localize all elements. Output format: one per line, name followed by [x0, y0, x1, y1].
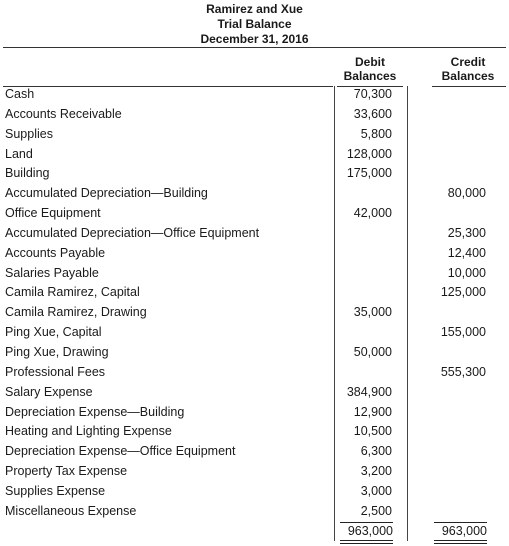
- table-row: [0, 224, 509, 244]
- table-row: [0, 383, 509, 403]
- table-row: [0, 244, 509, 264]
- debit-total-double-rule: [340, 540, 393, 544]
- table-row: [0, 283, 509, 303]
- table-row: [0, 422, 509, 442]
- table-row: [0, 323, 509, 343]
- debit-amount: 10,500: [353, 424, 392, 439]
- account-name: Depreciation Expense—Building: [5, 404, 185, 419]
- debit-header-line2: Balances: [343, 69, 397, 83]
- table-row: [0, 164, 509, 184]
- account-name: Cash: [5, 87, 35, 101]
- debit-total: 963,000: [347, 524, 393, 538]
- account-name: Building: [5, 166, 50, 181]
- statement-date: December 31, 2016: [200, 32, 309, 46]
- credit-total: 963,000: [441, 524, 487, 538]
- account-name: Accounts Receivable: [5, 106, 122, 121]
- credit-amount: 155,000: [440, 325, 486, 340]
- account-name: Supplies Expense: [5, 483, 106, 498]
- credit-column-header: [428, 55, 508, 83]
- account-name: Supplies: [5, 126, 53, 141]
- credit-amount: 555,300: [440, 364, 486, 379]
- table-row: [0, 204, 509, 224]
- debit-amount: 175,000: [346, 166, 392, 181]
- table-row: [0, 145, 509, 165]
- debit-amount: 128,000: [346, 146, 392, 161]
- table-row: [0, 502, 509, 522]
- account-rows: [0, 85, 509, 522]
- account-name: Camila Ramirez, Drawing: [5, 305, 147, 320]
- table-row: [0, 125, 509, 145]
- table-row: [0, 184, 509, 204]
- debit-amount: 2,500: [360, 503, 392, 518]
- debit-amount: 5,800: [360, 126, 392, 141]
- table-row: [0, 403, 509, 423]
- debit-amount: 3,200: [360, 464, 392, 479]
- debit-header-line1: Debit: [355, 55, 385, 69]
- table-row: [0, 303, 509, 323]
- table-row: [0, 343, 509, 363]
- debit-amount: 6,300: [360, 444, 392, 459]
- credit-header-line1: Credit: [450, 55, 486, 69]
- debit-amount: 70,300: [353, 87, 392, 101]
- account-name: Heating and Lighting Expense: [5, 424, 172, 439]
- table-row: [0, 442, 509, 462]
- company-name: Ramirez and Xue: [206, 2, 303, 16]
- credit-amount: 10,000: [447, 265, 486, 280]
- debit-amount: 3,000: [360, 483, 392, 498]
- credit-amount: 25,300: [447, 225, 486, 240]
- credit-amount: 125,000: [440, 285, 486, 300]
- debit-amount: 50,000: [353, 344, 392, 359]
- account-name: Salaries Payable: [5, 265, 99, 280]
- table-row: [0, 363, 509, 383]
- header-divider: [3, 47, 506, 48]
- table-row: [0, 462, 509, 482]
- credit-total-double-rule: [434, 540, 487, 544]
- account-name: Property Tax Expense: [5, 464, 128, 479]
- credit-header-line2: Balances: [441, 69, 495, 83]
- table-row: [0, 85, 509, 105]
- account-name: Ping Xue, Capital: [5, 325, 102, 340]
- debit-amount: 42,000: [353, 206, 392, 221]
- account-name: Accumulated Depreciation—Building: [5, 186, 208, 201]
- statement-title: Trial Balance: [217, 17, 292, 31]
- table-row: [0, 264, 509, 284]
- account-name: Professional Fees: [5, 364, 106, 379]
- table-row: [0, 482, 509, 502]
- account-name: Office Equipment: [5, 206, 101, 221]
- account-name: Land: [5, 146, 33, 161]
- statement-header: [0, 2, 509, 47]
- account-name: Depreciation Expense—Office Equipment: [5, 444, 236, 459]
- debit-amount: 384,900: [346, 384, 392, 399]
- account-name: Ping Xue, Drawing: [5, 344, 109, 359]
- credit-amount: 80,000: [447, 186, 486, 201]
- debit-amount: 12,900: [353, 404, 392, 419]
- account-name: Accounts Payable: [5, 245, 106, 260]
- account-name: Camila Ramirez, Capital: [5, 285, 140, 300]
- account-name: Miscellaneous Expense: [5, 503, 137, 518]
- debit-amount: 33,600: [353, 106, 392, 121]
- debit-amount: 35,000: [353, 305, 392, 320]
- credit-amount: 12,400: [447, 245, 486, 260]
- table-row: [0, 105, 509, 125]
- debit-column-header: [334, 55, 406, 83]
- account-name: Salary Expense: [5, 384, 93, 399]
- account-name: Accumulated Depreciation—Office Equipment: [5, 225, 260, 240]
